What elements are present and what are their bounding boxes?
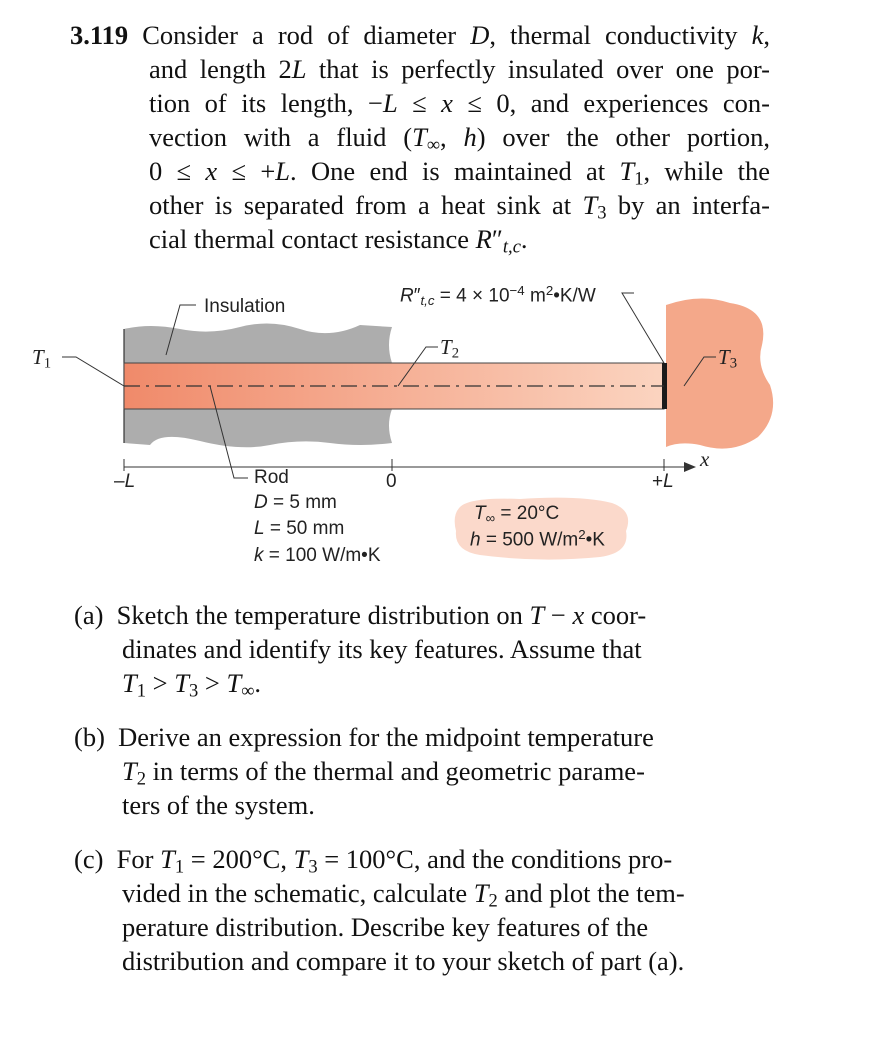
fluid-h: h = 500 $W/m^2•K$ bbox=[470, 527, 605, 551]
part-a-line-3: $T_1 > T_3 > T_\infty$. bbox=[122, 668, 262, 702]
problem-number: 3.119 bbox=[70, 20, 129, 50]
part-a-line-2: dinates and identify its key features. Assume that bbox=[122, 634, 642, 664]
problem-line-3: tion of its length, −L ≤ x ≤ 0, and experiences con- bbox=[149, 88, 771, 118]
problem-line-6: other is separated from a heat sink at $T_3$ by an interfa- bbox=[149, 190, 770, 224]
part-c-line-3: perature distribution. Describe key features of the bbox=[122, 912, 649, 942]
tick-label-plus-L: +L bbox=[652, 471, 674, 492]
fluid-temperature: T∞ = 20°C bbox=[474, 503, 560, 526]
part-c-line-1: (c) For $T_1 = 200^\circ C$, $T_3 = 100^\circ C$, and the conditions pro- bbox=[74, 844, 673, 878]
part-b-line-3: ters of the system. bbox=[122, 790, 315, 820]
rod-conductivity: k = 100 W/m•K bbox=[254, 545, 381, 566]
t1-label: T1 bbox=[32, 345, 52, 372]
x-axis-arrow bbox=[684, 462, 696, 472]
t2-label: T2 bbox=[440, 335, 460, 362]
rod-diameter: D = 5 mm bbox=[254, 492, 337, 513]
part-c-line-4: distribution and compare it to your sketch of part (a). bbox=[122, 946, 685, 976]
problem-line-text: Consider a rod of diameter D, thermal conductivity k, bbox=[142, 20, 770, 50]
problem-line-2: and length 2L that is perfectly insulated over one por- bbox=[149, 54, 770, 84]
x-axis-label: x bbox=[700, 447, 710, 471]
insulation-top bbox=[124, 323, 392, 363]
schematic-drawing bbox=[0, 275, 890, 585]
part-b-line-2: $T_2$ in terms of the thermal and geometric parame- bbox=[122, 756, 645, 790]
rod-schematic bbox=[0, 275, 890, 585]
problem-line-1 bbox=[70, 18, 770, 52]
contact-resistance-label: $R''t,c = 4 \times 10^{-4}$ $m^2•K/W$ bbox=[400, 283, 596, 308]
insulation-bottom bbox=[124, 409, 392, 447]
part-b-line-1: (b) Derive an expression for the midpoint temperature bbox=[74, 722, 654, 752]
tick-label-minus-L: –L bbox=[114, 471, 136, 492]
part-c-line-2: vided in the schematic, calculate $T_2$ and plot the tem- bbox=[122, 878, 685, 912]
rod-length: L = 50 mm bbox=[254, 518, 345, 539]
tick-label-zero: 0 bbox=[386, 471, 397, 492]
part-a-line-1: (a) Sketch the temperature distribution on T − x coor- bbox=[74, 600, 647, 630]
insulation-label: Insulation bbox=[204, 296, 286, 317]
problem-line-7: cial thermal contact resistance $R''_{t,c}$. bbox=[149, 224, 528, 258]
heat-sink bbox=[666, 298, 773, 448]
problem-line-4: vection with a fluid ($T_\infty$, h) over the other portion, bbox=[149, 122, 771, 156]
t3-label: T3 bbox=[718, 345, 738, 372]
problem-line-5: 0 ≤ x ≤ +L. One end is maintained at $T_1$, while the bbox=[149, 156, 770, 190]
rod-label: Rod bbox=[254, 467, 289, 488]
